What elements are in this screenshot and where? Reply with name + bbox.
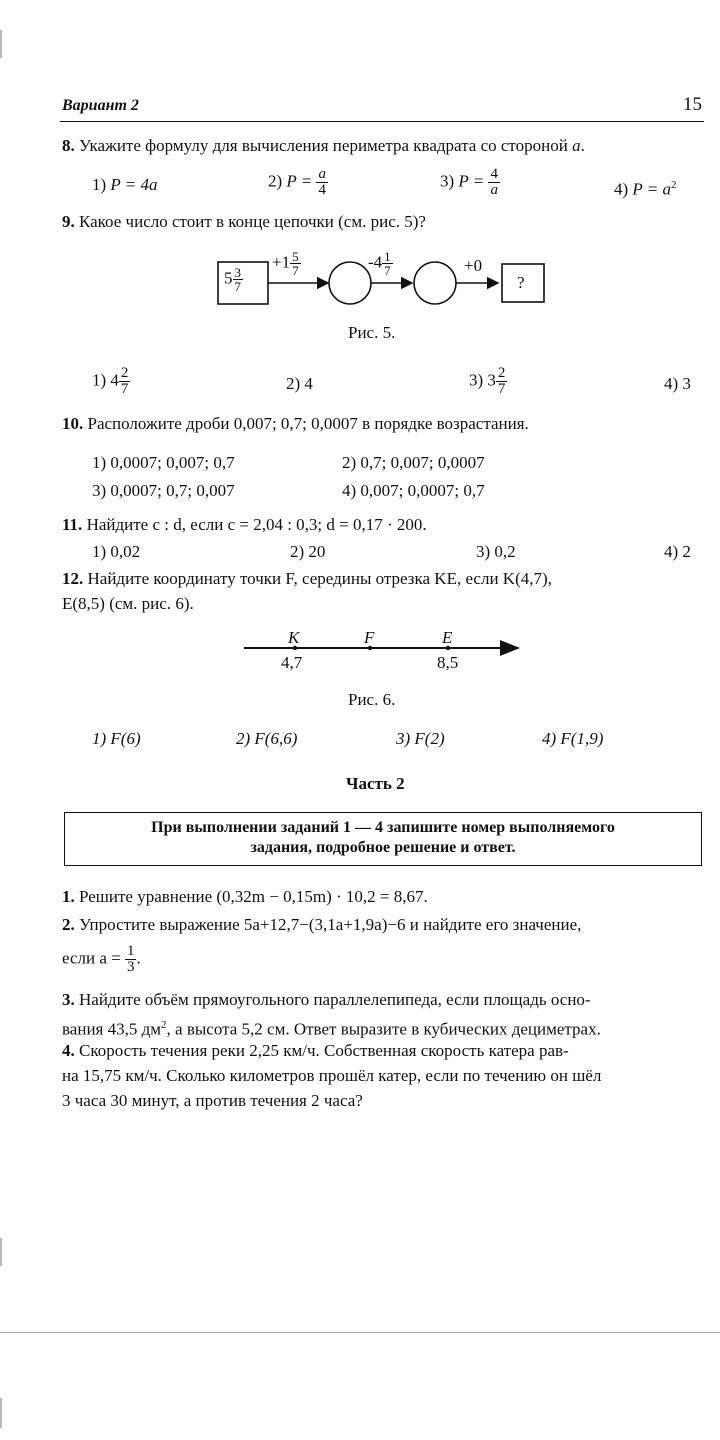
q11-text: 11. Найдите c : d, если c = 2,04 : 0,3; d = 0,17 · 200. [62,515,427,534]
q11-option-3: 3) 0,2 [476,542,516,561]
q11-option-4: 4) 2 [664,542,691,561]
q9-option-4: 4) 3 [664,374,691,393]
q9-option-1: 1) 4 $\frac{2}{7}$ [92,365,129,397]
chain-end-value: ? [517,273,525,292]
edge-mark-bottom [0,1398,2,1428]
q8-option-3: 3) P = $\frac{4}{a}$ [440,166,498,198]
q10-option-3: 3) 0,0007; 0,7; 0,007 [92,481,235,500]
q8-text: 8. Укажите формулу для вычисления периметра квадрата со стороной a. [62,136,585,155]
instruction-box [64,812,702,866]
variant-label: Вариант 2 [62,97,139,114]
point-e-label: E [442,628,453,647]
header-rule [60,121,704,122]
chain-op-2: -4 $\frac{1}{7}$ [368,249,391,278]
task-1: 1. Решите уравнение (0,32m − 0,15m) · 10,2 = 8,67. [62,887,428,906]
instruction-line-2: задания, подробное решение и ответ. [250,839,516,856]
chain-op-1: +1 $\frac{5}{7}$ [272,249,299,278]
q12-text-line-2: E(8,5) (см. рис. 6). [62,594,194,613]
q12-option-3: 3) F(2) [396,729,445,748]
q9-option-3: 3) 3 $\frac{2}{7}$ [469,365,506,397]
figure-5-caption: Рис. 5. [348,323,396,342]
figure-6-caption: Рис. 6. [348,690,396,709]
task-4-line-1: 4. Скорость течения реки 2,25 км/ч. Собственная скорость катера рав- [62,1041,569,1060]
q10-text: 10. Расположите дроби 0,007; 0,7; 0,0007 в порядке возрастания. [62,414,529,433]
q9-option-2: 2) 4 [286,374,313,393]
q12-option-2: 2) F(6,6) [236,729,298,748]
chain-op-3: +0 [464,256,483,275]
task-2-line-2: если a = $\frac{1}{3}$ . [62,943,141,975]
page-bottom-divider [0,1332,720,1333]
q8-option-4: 4) $P = a^2$ [614,179,677,199]
edge-mark-top [0,30,2,58]
point-k-value: 4,7 [281,653,303,672]
q8-option-1: 1) P = 4a [92,175,158,194]
q10-option-4: 4) 0,007; 0,0007; 0,7 [342,481,485,500]
q9-text: 9. Какое число стоит в конце цепочки (см. рис. 5)? [62,212,426,231]
task-4-line-2: на 15,75 км/ч. Сколько километров прошёл катер, если по течению он шёл [62,1066,602,1085]
q12-option-4: 4) F(1,9) [542,729,604,748]
q11-option-1: 1) 0,02 [92,542,141,561]
chain-start-value: 5 $\frac{3}{7}$ [224,265,241,294]
q8-option-2: 2) P = $\frac{a}{4}$ [268,166,326,198]
task-2-line-1: 2. Упростите выражение 5a+12,7−(3,1a+1,9a)−6 и найдите его значение, [62,915,582,934]
part-2-title: Часть 2 [346,774,405,793]
chain-circle-2 [414,262,456,304]
point-k-label: K [288,628,300,647]
q10-option-2: 2) 0,7; 0,007; 0,0007 [342,453,485,472]
point-e-value: 8,5 [437,653,459,672]
q12-text-line-1: 12. Найдите координату точки F, середины отрезка KE, если K(4,7), [62,569,552,588]
edge-mark-middle [0,1238,2,1266]
q11-option-2: 2) 20 [290,542,326,561]
q10-option-1: 1) 0,0007; 0,007; 0,7 [92,453,235,472]
page-number: 15 [683,94,702,115]
instruction-line-1: При выполнении заданий 1 — 4 запишите номер выполняемого [151,819,615,836]
q12-option-1: 1) F(6) [92,729,141,748]
point-f-label: F [364,628,375,647]
chain-circle-1 [329,262,371,304]
task-3-line-1: 3. Найдите объём прямоугольного параллелепипеда, если площадь осно- [62,990,591,1009]
task-4-line-3: 3 часа 30 минут, а против течения 2 часа? [62,1091,363,1110]
task-3-line-2: вания 43,5 $дм^2$, а высота 5,2 см. Ответ выразите в кубических дециметрах. [62,1019,601,1039]
